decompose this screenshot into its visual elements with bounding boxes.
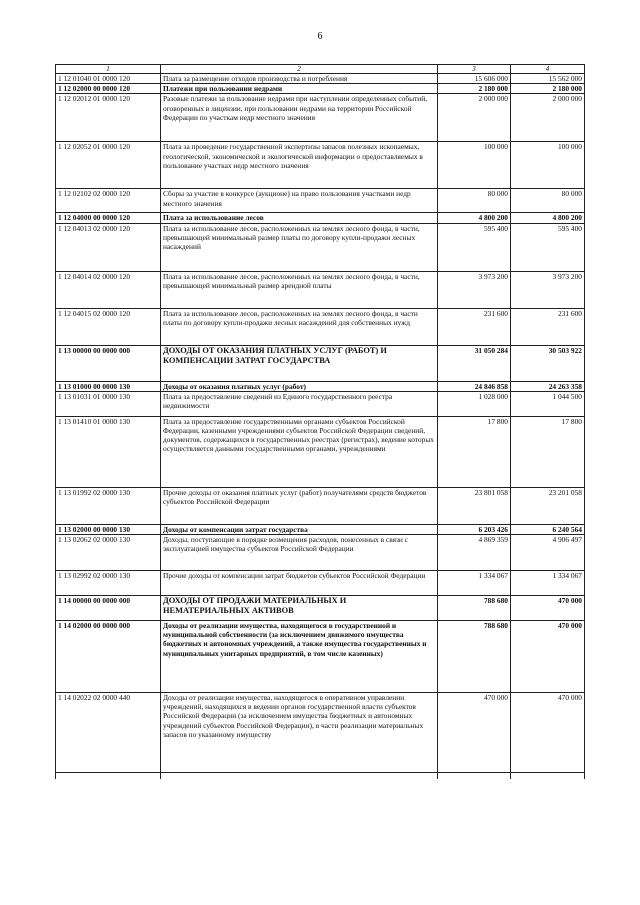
row-description: Прочие доходы от компенсации затрат бюджетов субъектов Российской Федерации — [161, 571, 438, 596]
row-value-year1: 3 973 200 — [438, 271, 511, 308]
blank-cell — [511, 773, 585, 779]
row-value-year1: 100 000 — [438, 142, 511, 189]
table-row — [56, 308, 585, 345]
row-description: Доходы от реализации имущества, находящегося в оперативном управлении учреждений, находящихся в ведении органов государственной власти субъектов Российской Федерации (за исключением имущества бюджетных и автономных учреждений субъектов Российской Федерации), в части реализации материальных запасов по указанному имуществу — [161, 693, 438, 773]
row-description: Плата за использование лесов, расположенных на землях лесного фонда, в части платы по договору купли-продажи лесных насаждений для собственных нужд — [161, 308, 438, 345]
row-code: 1 14 02000 00 0000 000 — [56, 621, 161, 693]
row-value-year1: 17 800 — [438, 416, 511, 487]
table-row — [56, 84, 585, 94]
table-row — [56, 74, 585, 84]
row-description: Плата за проведение государственной экспертизы запасов полезных ископаемых, геологической, экономической и экологической информации о предоставляемых в пользование участках недр местного значения — [161, 142, 438, 189]
row-value-year2: 3 973 200 — [511, 271, 585, 308]
row-code: 1 13 01992 02 0000 130 — [56, 487, 161, 524]
row-code: 1 13 00000 00 0000 000 — [56, 345, 161, 381]
row-value-year1: 24 846 858 — [438, 381, 511, 391]
table-row — [56, 416, 585, 487]
table-row — [56, 213, 585, 223]
table-row — [56, 524, 585, 534]
row-description: Прочие доходы от оказания платных услуг (работ) получателями средств бюджетов субъектов Российской Федерации — [161, 487, 438, 524]
table-row — [56, 693, 585, 773]
row-code: 1 12 02000 00 0000 120 — [56, 84, 161, 94]
row-description: Разовые платежи за пользование недрами при наступлении определенных событий, оговоренных в лицензии, при пользовании недрами на территории Российской Федерации по участкам недр местного значения — [161, 94, 438, 142]
row-value-year1: 788 680 — [438, 596, 511, 621]
row-value-year2: 24 263 358 — [511, 381, 585, 391]
row-description: Плата за использование лесов, расположенных на землях лесного фонда, в части, превышающей минимальный размер арендной платы — [161, 271, 438, 308]
row-value-year1: 2 180 000 — [438, 84, 511, 94]
row-description: Доходы от реализации имущества, находящегося в государственной и муниципальной собственности (за исключением движимого имущества бюджетных и автономных учреждений, а также имущества государственных и муниципальных унитарных предприятий, в том числе казенных) — [161, 621, 438, 693]
row-description: Плата за использование лесов, расположенных на землях лесного фонда, в части, превышающей минимальный размер платы по договору купли-продажи лесных насаждений — [161, 223, 438, 271]
row-description: Плата за предоставление государственными органами субъектов Российской Федерации, казенными учреждениями субъектов Российской Федерации сведений, документов, содержащихся в государственных реестрах (регистрах), ведение которых осуществляется данными государственными органами, учреждениями — [161, 416, 438, 487]
table-row — [56, 381, 585, 391]
table-row — [56, 142, 585, 189]
row-value-year1: 80 000 — [438, 189, 511, 213]
row-code: 1 14 02022 02 0000 440 — [56, 693, 161, 773]
row-description: ДОХОДЫ ОТ ОКАЗАНИЯ ПЛАТНЫХ УСЛУГ (РАБОТ) И КОМПЕНСАЦИИ ЗАТРАТ ГОСУДАРСТВА — [161, 345, 438, 381]
row-value-year2: 23 201 058 — [511, 487, 585, 524]
row-value-year2: 470 000 — [511, 596, 585, 621]
row-value-year1: 4 800 200 — [438, 213, 511, 223]
row-value-year2: 4 800 200 — [511, 213, 585, 223]
row-code: 1 14 00000 00 0000 000 — [56, 596, 161, 621]
row-value-year1: 1 028 000 — [438, 391, 511, 416]
row-description: Плата за предоставление сведений из Единого государственного реестра недвижимости — [161, 391, 438, 416]
row-code: 1 12 04013 02 0000 120 — [56, 223, 161, 271]
row-code: 1 12 01040 01 0000 120 — [56, 74, 161, 84]
row-code: 1 12 02052 01 0000 120 — [56, 142, 161, 189]
row-value-year1: 15 606 000 — [438, 74, 511, 84]
row-value-year1: 31 050 284 — [438, 345, 511, 381]
row-code: 1 13 02000 00 0000 130 — [56, 524, 161, 534]
row-value-year2: 231 600 — [511, 308, 585, 345]
header-col-2: 2 — [161, 65, 438, 74]
table-row — [56, 271, 585, 308]
table-row — [56, 487, 585, 524]
row-description: Сборы за участие в конкурсе (аукционе) на право пользования участками недр местного значения — [161, 189, 438, 213]
row-value-year2: 30 503 922 — [511, 345, 585, 381]
table-row — [56, 596, 585, 621]
row-value-year1: 2 000 000 — [438, 94, 511, 142]
row-value-year1: 595 400 — [438, 223, 511, 271]
row-value-year2: 470 000 — [511, 621, 585, 693]
table-blank-row — [56, 773, 585, 779]
row-code: 1 13 01410 01 0000 130 — [56, 416, 161, 487]
row-description: Плата за использование лесов — [161, 213, 438, 223]
table-row — [56, 189, 585, 213]
header-col-1: 1 — [56, 65, 161, 74]
header-col-3: 3 — [438, 65, 511, 74]
row-value-year2: 2 180 000 — [511, 84, 585, 94]
row-value-year1: 1 334 067 — [438, 571, 511, 596]
table-row — [56, 94, 585, 142]
blank-cell — [161, 773, 438, 779]
table-row — [56, 621, 585, 693]
row-code: 1 12 04000 00 0000 120 — [56, 213, 161, 223]
row-code: 1 13 01031 01 0000 130 — [56, 391, 161, 416]
row-value-year1: 788 680 — [438, 621, 511, 693]
header-col-4: 4 — [511, 65, 585, 74]
row-description: Доходы от оказания платных услуг (работ) — [161, 381, 438, 391]
page-number: 6 — [317, 31, 323, 42]
row-value-year2: 6 240 564 — [511, 524, 585, 534]
row-value-year2: 17 800 — [511, 416, 585, 487]
blank-cell — [438, 773, 511, 779]
row-description: ДОХОДЫ ОТ ПРОДАЖИ МАТЕРИАЛЬНЫХ И НЕМАТЕРИАЛЬНЫХ АКТИВОВ — [161, 596, 438, 621]
table-header-row — [56, 65, 585, 74]
blank-cell — [56, 773, 161, 779]
row-value-year2: 1 044 500 — [511, 391, 585, 416]
row-code: 1 13 02062 02 0000 130 — [56, 535, 161, 571]
row-description: Доходы от компенсации затрат государства — [161, 524, 438, 534]
table-row — [56, 223, 585, 271]
row-code: 1 12 04014 02 0000 120 — [56, 271, 161, 308]
row-value-year1: 4 869 359 — [438, 535, 511, 571]
row-value-year1: 470 000 — [438, 693, 511, 773]
row-value-year1: 23 801 058 — [438, 487, 511, 524]
row-value-year1: 6 203 426 — [438, 524, 511, 534]
row-value-year2: 1 334 067 — [511, 571, 585, 596]
row-value-year2: 2 000 000 — [511, 94, 585, 142]
row-code: 1 13 01000 00 0000 130 — [56, 381, 161, 391]
row-value-year2: 15 562 000 — [511, 74, 585, 84]
row-value-year2: 595 400 — [511, 223, 585, 271]
row-value-year1: 231 600 — [438, 308, 511, 345]
row-value-year2: 100 000 — [511, 142, 585, 189]
row-code: 1 13 02992 02 0000 130 — [56, 571, 161, 596]
row-description: Плата за размещение отходов производства и потребления — [161, 74, 438, 84]
row-code: 1 12 02102 02 0000 120 — [56, 189, 161, 213]
table-row — [56, 391, 585, 416]
revenue-table — [55, 64, 585, 779]
row-description: Платежи при пользовании недрами — [161, 84, 438, 94]
table-row — [56, 535, 585, 571]
row-value-year2: 4 906 497 — [511, 535, 585, 571]
table-row — [56, 571, 585, 596]
row-value-year2: 470 000 — [511, 693, 585, 773]
row-code: 1 12 04015 02 0000 120 — [56, 308, 161, 345]
table-row — [56, 345, 585, 381]
row-value-year2: 80 000 — [511, 189, 585, 213]
row-code: 1 12 02012 01 0000 120 — [56, 94, 161, 142]
row-description: Доходы, поступающие в порядке возмещения расходов, понесенных в связи с эксплуатацией имущества субъектов Российской Федерации — [161, 535, 438, 571]
